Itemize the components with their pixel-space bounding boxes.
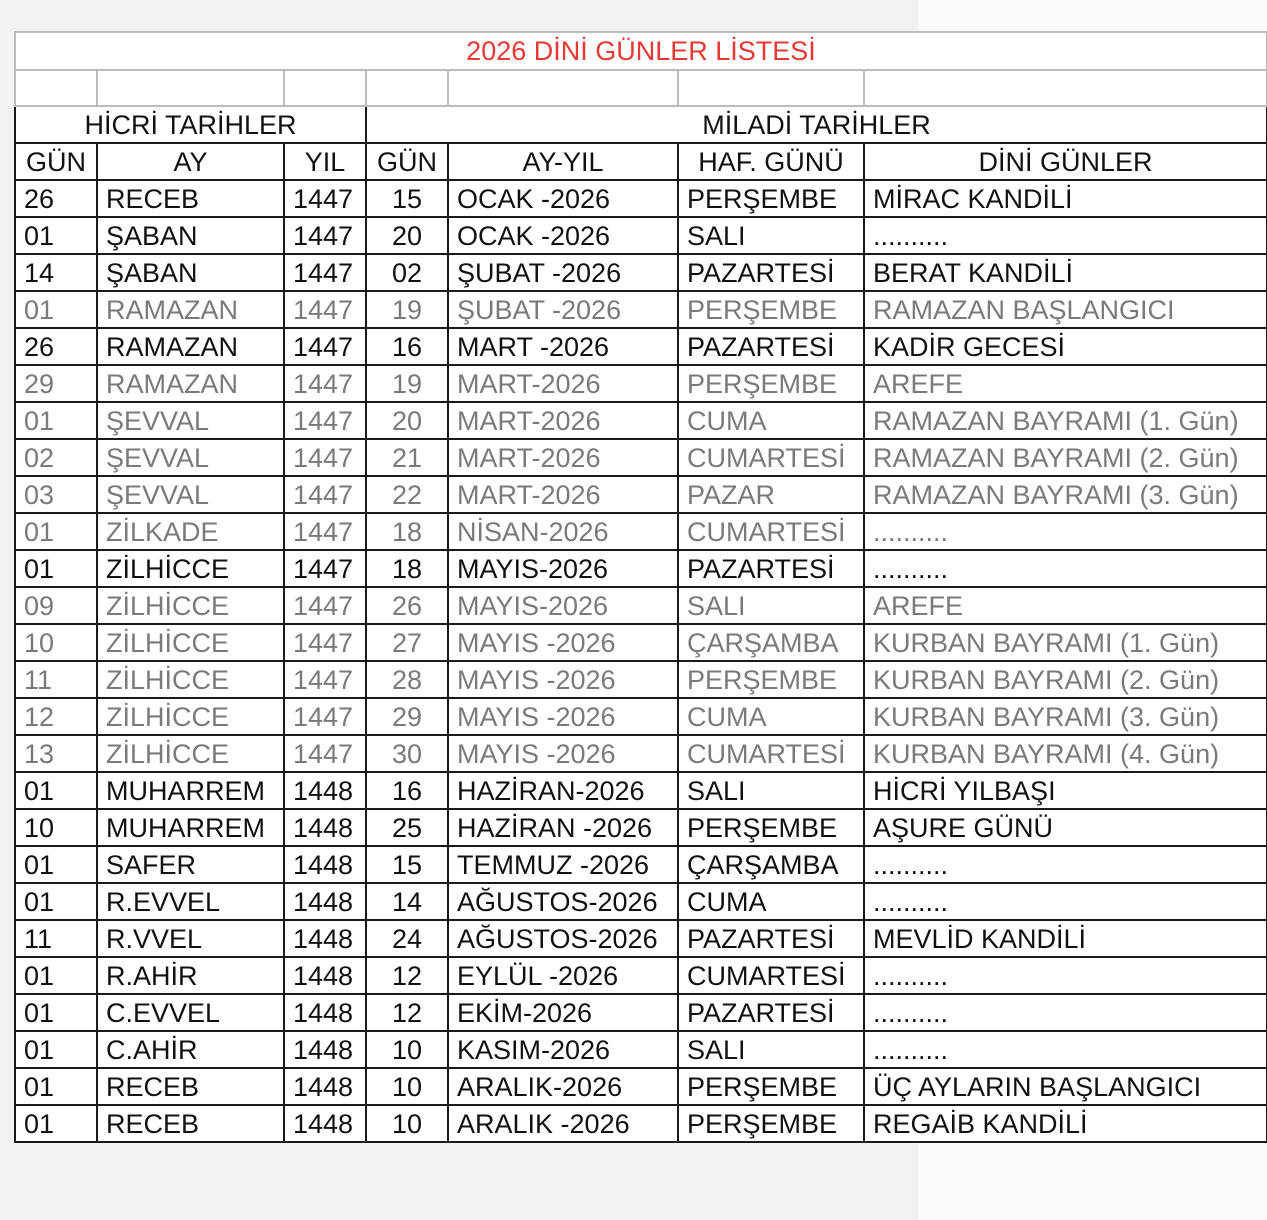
religious-day-cell[interactable]: RAMAZAN BAŞLANGICI <box>864 291 1267 328</box>
hicri-year-cell[interactable]: 1447 <box>284 217 366 254</box>
religious-day-cell[interactable]: KURBAN BAYRAMI (4. Gün) <box>864 735 1267 772</box>
hicri-year-cell[interactable]: 1448 <box>284 1068 366 1105</box>
hicri-month-cell[interactable]: ZİLHİCCE <box>97 698 284 735</box>
religious-days-table <box>14 31 1267 1143</box>
table-title: 2026 DİNİ GÜNLER LİSTESİ <box>15 32 1267 70</box>
hicri-month-cell[interactable]: ZİLKADE <box>97 513 284 550</box>
hicri-day-cell[interactable]: 26 <box>15 180 97 217</box>
religious-day-cell[interactable]: ÜÇ AYLARIN BAŞLANGICI <box>864 1068 1267 1105</box>
hicri-day-cell[interactable]: 10 <box>15 809 97 846</box>
religious-day-cell[interactable]: KURBAN BAYRAMI (1. Gün) <box>864 624 1267 661</box>
religious-day-cell[interactable]: .......... <box>864 513 1267 550</box>
hicri-year-cell[interactable]: 1447 <box>284 291 366 328</box>
religious-day-cell[interactable]: BERAT KANDİLİ <box>864 254 1267 291</box>
hicri-month-cell[interactable]: RAMAZAN <box>97 365 284 402</box>
hicri-day-cell[interactable]: 01 <box>15 291 97 328</box>
col-header-hicri-month: AY <box>97 143 284 180</box>
month-year-cell[interactable]: TEMMUZ -2026 <box>448 846 678 883</box>
weekday-cell[interactable]: SALI <box>678 1031 864 1068</box>
weekday-cell[interactable]: PERŞEMBE <box>678 365 864 402</box>
month-year-cell[interactable]: EKİM-2026 <box>448 994 678 1031</box>
hicri-group-header: HİCRİ TARİHLER <box>15 106 366 143</box>
hicri-year-cell[interactable]: 1448 <box>284 1105 366 1142</box>
hicri-day-cell[interactable]: 01 <box>15 217 97 254</box>
hicri-month-cell[interactable]: RECEB <box>97 1105 284 1142</box>
hicri-year-cell[interactable]: 1447 <box>284 180 366 217</box>
hicri-day-cell[interactable]: 01 <box>15 1105 97 1142</box>
col-header-miladi-day: GÜN <box>366 143 448 180</box>
month-year-cell[interactable]: HAZİRAN-2026 <box>448 772 678 809</box>
hicri-year-cell[interactable]: 1447 <box>284 698 366 735</box>
hicri-day-cell[interactable]: 11 <box>15 661 97 698</box>
col-header-religious-day: DİNİ GÜNLER <box>864 143 1267 180</box>
table-row <box>15 809 1267 846</box>
weekday-cell[interactable]: CUMARTESİ <box>678 735 864 772</box>
hicri-day-cell[interactable]: 13 <box>15 735 97 772</box>
hicri-year-cell[interactable]: 1447 <box>284 661 366 698</box>
weekday-cell[interactable]: SALI <box>678 587 864 624</box>
miladi-day-cell[interactable]: 19 <box>366 365 448 402</box>
table-row <box>15 365 1267 402</box>
religious-day-cell[interactable]: MİRAC KANDİLİ <box>864 180 1267 217</box>
miladi-day-cell[interactable]: 10 <box>366 1068 448 1105</box>
month-year-cell[interactable]: MAYIS -2026 <box>448 624 678 661</box>
hicri-month-cell[interactable]: RECEB <box>97 1068 284 1105</box>
hicri-year-cell[interactable]: 1448 <box>284 957 366 994</box>
month-year-cell[interactable]: MART-2026 <box>448 365 678 402</box>
weekday-cell[interactable]: PERŞEMBE <box>678 291 864 328</box>
table-row <box>15 735 1267 772</box>
weekday-cell[interactable]: PAZARTESİ <box>678 550 864 587</box>
table-row <box>15 1068 1267 1105</box>
weekday-cell[interactable]: PAZARTESİ <box>678 254 864 291</box>
hicri-day-cell[interactable]: 01 <box>15 550 97 587</box>
hicri-year-cell[interactable]: 1447 <box>284 476 366 513</box>
table-row <box>15 180 1267 217</box>
hicri-month-cell[interactable]: R.EVVEL <box>97 883 284 920</box>
month-year-cell[interactable]: MART -2026 <box>448 328 678 365</box>
hicri-month-cell[interactable]: MUHARREM <box>97 772 284 809</box>
table-row <box>15 513 1267 550</box>
hicri-day-cell[interactable]: 12 <box>15 698 97 735</box>
miladi-group-header: MİLADİ TARİHLER <box>366 106 1267 143</box>
weekday-cell[interactable]: SALI <box>678 772 864 809</box>
blank-cell[interactable] <box>366 70 448 106</box>
month-year-cell[interactable]: MART-2026 <box>448 476 678 513</box>
miladi-day-cell[interactable]: 29 <box>366 698 448 735</box>
month-year-cell[interactable]: EYLÜL -2026 <box>448 957 678 994</box>
weekday-cell[interactable]: PERŞEMBE <box>678 1068 864 1105</box>
religious-day-cell[interactable]: .......... <box>864 1031 1267 1068</box>
hicri-month-cell[interactable]: ŞEVVAL <box>97 439 284 476</box>
hicri-year-cell[interactable]: 1447 <box>284 587 366 624</box>
table-row <box>15 698 1267 735</box>
religious-day-cell[interactable]: RAMAZAN BAYRAMI (3. Gün) <box>864 476 1267 513</box>
hicri-year-cell[interactable]: 1447 <box>284 254 366 291</box>
month-year-cell[interactable]: MAYIS-2026 <box>448 550 678 587</box>
month-year-cell[interactable]: OCAK -2026 <box>448 217 678 254</box>
religious-day-cell[interactable]: .......... <box>864 846 1267 883</box>
hicri-day-cell[interactable]: 11 <box>15 920 97 957</box>
hicri-year-cell[interactable]: 1447 <box>284 735 366 772</box>
table-row <box>15 661 1267 698</box>
hicri-day-cell[interactable]: 01 <box>15 1068 97 1105</box>
hicri-month-cell[interactable]: ZİLHİCCE <box>97 661 284 698</box>
hicri-year-cell[interactable]: 1448 <box>284 846 366 883</box>
miladi-day-cell[interactable]: 18 <box>366 550 448 587</box>
hicri-month-cell[interactable]: C.EVVEL <box>97 994 284 1031</box>
month-year-cell[interactable]: MAYIS-2026 <box>448 587 678 624</box>
hicri-day-cell[interactable]: 01 <box>15 883 97 920</box>
weekday-cell[interactable]: ÇARŞAMBA <box>678 624 864 661</box>
hicri-day-cell[interactable]: 01 <box>15 957 97 994</box>
hicri-month-cell[interactable]: ZİLHİCCE <box>97 550 284 587</box>
month-year-cell[interactable]: MAYIS -2026 <box>448 661 678 698</box>
hicri-year-cell[interactable]: 1448 <box>284 883 366 920</box>
miladi-day-cell[interactable]: 18 <box>366 513 448 550</box>
month-year-cell[interactable]: OCAK -2026 <box>448 180 678 217</box>
hicri-month-cell[interactable]: ŞEVVAL <box>97 402 284 439</box>
hicri-month-cell[interactable]: ŞABAN <box>97 254 284 291</box>
miladi-day-cell[interactable]: 14 <box>366 883 448 920</box>
table-row <box>15 254 1267 291</box>
table-row <box>15 957 1267 994</box>
hicri-day-cell[interactable]: 10 <box>15 624 97 661</box>
religious-day-cell[interactable]: .......... <box>864 994 1267 1031</box>
hicri-year-cell[interactable]: 1447 <box>284 365 366 402</box>
month-year-cell[interactable]: ŞUBAT -2026 <box>448 254 678 291</box>
hicri-day-cell[interactable]: 29 <box>15 365 97 402</box>
weekday-cell[interactable]: CUMARTESİ <box>678 513 864 550</box>
miladi-day-cell[interactable]: 12 <box>366 994 448 1031</box>
miladi-day-cell[interactable]: 19 <box>366 291 448 328</box>
blank-cell[interactable] <box>97 70 284 106</box>
religious-day-cell[interactable]: AŞURE GÜNÜ <box>864 809 1267 846</box>
weekday-cell[interactable]: CUMARTESİ <box>678 957 864 994</box>
miladi-day-cell[interactable]: 15 <box>366 180 448 217</box>
hicri-year-cell[interactable]: 1448 <box>284 772 366 809</box>
col-header-weekday: HAF. GÜNÜ <box>678 143 864 180</box>
weekday-cell[interactable]: PERŞEMBE <box>678 809 864 846</box>
hicri-year-cell[interactable]: 1448 <box>284 809 366 846</box>
religious-day-cell[interactable]: KURBAN BAYRAMI (3. Gün) <box>864 698 1267 735</box>
miladi-day-cell[interactable]: 24 <box>366 920 448 957</box>
col-header-month-year: AY-YIL <box>448 143 678 180</box>
table-row <box>15 994 1267 1031</box>
weekday-cell[interactable]: CUMA <box>678 883 864 920</box>
religious-day-cell[interactable]: .......... <box>864 957 1267 994</box>
hicri-month-cell[interactable]: RECEB <box>97 180 284 217</box>
blank-row <box>15 70 1267 106</box>
religious-day-cell[interactable]: .......... <box>864 217 1267 254</box>
weekday-cell[interactable]: PAZAR <box>678 476 864 513</box>
blank-cell[interactable] <box>284 70 366 106</box>
miladi-day-cell[interactable]: 16 <box>366 772 448 809</box>
miladi-day-cell[interactable]: 26 <box>366 587 448 624</box>
col-header-hicri-day: GÜN <box>15 143 97 180</box>
hicri-day-cell[interactable]: 01 <box>15 513 97 550</box>
hicri-year-cell[interactable]: 1448 <box>284 994 366 1031</box>
miladi-day-cell[interactable]: 28 <box>366 661 448 698</box>
table-row <box>15 883 1267 920</box>
hicri-year-cell[interactable]: 1447 <box>284 402 366 439</box>
weekday-cell[interactable]: CUMA <box>678 402 864 439</box>
weekday-cell[interactable]: PAZARTESİ <box>678 920 864 957</box>
religious-day-cell[interactable]: RAMAZAN BAYRAMI (2. Gün) <box>864 439 1267 476</box>
miladi-day-cell[interactable]: 27 <box>366 624 448 661</box>
hicri-year-cell[interactable]: 1447 <box>284 513 366 550</box>
miladi-day-cell[interactable]: 20 <box>366 217 448 254</box>
miladi-day-cell[interactable]: 10 <box>366 1105 448 1142</box>
table-row <box>15 846 1267 883</box>
table-row <box>15 1105 1267 1142</box>
spreadsheet <box>14 31 1266 1143</box>
weekday-cell[interactable]: PERŞEMBE <box>678 1105 864 1142</box>
hicri-day-cell[interactable]: 01 <box>15 994 97 1031</box>
weekday-cell[interactable]: PAZARTESİ <box>678 328 864 365</box>
hicri-month-cell[interactable]: RAMAZAN <box>97 291 284 328</box>
weekday-cell[interactable]: PERŞEMBE <box>678 180 864 217</box>
table-row <box>15 920 1267 957</box>
miladi-day-cell[interactable]: 16 <box>366 328 448 365</box>
hicri-month-cell[interactable]: R.VVEL <box>97 920 284 957</box>
table-row <box>15 402 1267 439</box>
weekday-cell[interactable]: PERŞEMBE <box>678 661 864 698</box>
blank-cell[interactable] <box>864 70 1267 106</box>
miladi-day-cell[interactable]: 12 <box>366 957 448 994</box>
month-year-cell[interactable]: NİSAN-2026 <box>448 513 678 550</box>
hicri-year-cell[interactable]: 1447 <box>284 439 366 476</box>
hicri-day-cell[interactable]: 01 <box>15 1031 97 1068</box>
weekday-cell[interactable]: CUMARTESİ <box>678 439 864 476</box>
hicri-day-cell[interactable]: 09 <box>15 587 97 624</box>
hicri-day-cell[interactable]: 02 <box>15 439 97 476</box>
hicri-year-cell[interactable]: 1447 <box>284 624 366 661</box>
month-year-cell[interactable]: MAYIS -2026 <box>448 735 678 772</box>
hicri-month-cell[interactable]: R.AHİR <box>97 957 284 994</box>
blank-cell[interactable] <box>448 70 678 106</box>
miladi-day-cell[interactable]: 10 <box>366 1031 448 1068</box>
table-row <box>15 439 1267 476</box>
month-year-cell[interactable]: MART-2026 <box>448 402 678 439</box>
religious-day-cell[interactable]: KADİR GECESİ <box>864 328 1267 365</box>
table-row <box>15 217 1267 254</box>
religious-day-cell[interactable]: HİCRİ YILBAŞI <box>864 772 1267 809</box>
religious-day-cell[interactable]: AREFE <box>864 587 1267 624</box>
month-year-cell[interactable]: ARALIK-2026 <box>448 1068 678 1105</box>
table-row <box>15 624 1267 661</box>
hicri-year-cell[interactable]: 1448 <box>284 920 366 957</box>
hicri-month-cell[interactable]: ZİLHİCCE <box>97 587 284 624</box>
month-year-cell[interactable]: MART-2026 <box>448 439 678 476</box>
table-row <box>15 1031 1267 1068</box>
table-row <box>15 476 1267 513</box>
hicri-year-cell[interactable]: 1447 <box>284 328 366 365</box>
religious-day-cell[interactable]: REGAİB KANDİLİ <box>864 1105 1267 1142</box>
month-year-cell[interactable]: ARALIK -2026 <box>448 1105 678 1142</box>
weekday-cell[interactable]: PAZARTESİ <box>678 994 864 1031</box>
hicri-day-cell[interactable]: 14 <box>15 254 97 291</box>
month-year-cell[interactable]: ŞUBAT -2026 <box>448 291 678 328</box>
hicri-month-cell[interactable]: SAFER <box>97 846 284 883</box>
table-row <box>15 291 1267 328</box>
table-row <box>15 550 1267 587</box>
religious-day-cell[interactable]: AREFE <box>864 365 1267 402</box>
hicri-year-cell[interactable]: 1448 <box>284 1031 366 1068</box>
hicri-month-cell[interactable]: MUHARREM <box>97 809 284 846</box>
weekday-cell[interactable]: CUMA <box>678 698 864 735</box>
religious-day-cell[interactable]: .......... <box>864 550 1267 587</box>
table-row <box>15 328 1267 365</box>
miladi-day-cell[interactable]: 20 <box>366 402 448 439</box>
hicri-month-cell[interactable]: ZİLHİCCE <box>97 624 284 661</box>
month-year-cell[interactable]: MAYIS -2026 <box>448 698 678 735</box>
table-row <box>15 587 1267 624</box>
hicri-day-cell[interactable]: 26 <box>15 328 97 365</box>
blank-cell[interactable] <box>678 70 864 106</box>
hicri-month-cell[interactable]: C.AHİR <box>97 1031 284 1068</box>
miladi-day-cell[interactable]: 22 <box>366 476 448 513</box>
blank-cell[interactable] <box>15 70 97 106</box>
table-row <box>15 772 1267 809</box>
hicri-day-cell[interactable]: 01 <box>15 846 97 883</box>
hicri-day-cell[interactable]: 03 <box>15 476 97 513</box>
col-header-hicri-year: YIL <box>284 143 366 180</box>
miladi-day-cell[interactable]: 30 <box>366 735 448 772</box>
miladi-day-cell[interactable]: 02 <box>366 254 448 291</box>
weekday-cell[interactable]: SALI <box>678 217 864 254</box>
hicri-month-cell[interactable]: ŞABAN <box>97 217 284 254</box>
miladi-day-cell[interactable]: 15 <box>366 846 448 883</box>
hicri-day-cell[interactable]: 01 <box>15 772 97 809</box>
month-year-cell[interactable]: AĞUSTOS-2026 <box>448 883 678 920</box>
religious-day-cell[interactable]: KURBAN BAYRAMI (2. Gün) <box>864 661 1267 698</box>
hicri-month-cell[interactable]: ZİLHİCCE <box>97 735 284 772</box>
month-year-cell[interactable]: AĞUSTOS-2026 <box>448 920 678 957</box>
hicri-year-cell[interactable]: 1447 <box>284 550 366 587</box>
religious-day-cell[interactable]: RAMAZAN BAYRAMI (1. Gün) <box>864 402 1267 439</box>
miladi-day-cell[interactable]: 21 <box>366 439 448 476</box>
hicri-day-cell[interactable]: 01 <box>15 402 97 439</box>
hicri-month-cell[interactable]: ŞEVVAL <box>97 476 284 513</box>
miladi-day-cell[interactable]: 25 <box>366 809 448 846</box>
month-year-cell[interactable]: KASIM-2026 <box>448 1031 678 1068</box>
month-year-cell[interactable]: HAZİRAN -2026 <box>448 809 678 846</box>
religious-day-cell[interactable]: MEVLİD KANDİLİ <box>864 920 1267 957</box>
hicri-month-cell[interactable]: RAMAZAN <box>97 328 284 365</box>
weekday-cell[interactable]: ÇARŞAMBA <box>678 846 864 883</box>
religious-day-cell[interactable]: .......... <box>864 883 1267 920</box>
